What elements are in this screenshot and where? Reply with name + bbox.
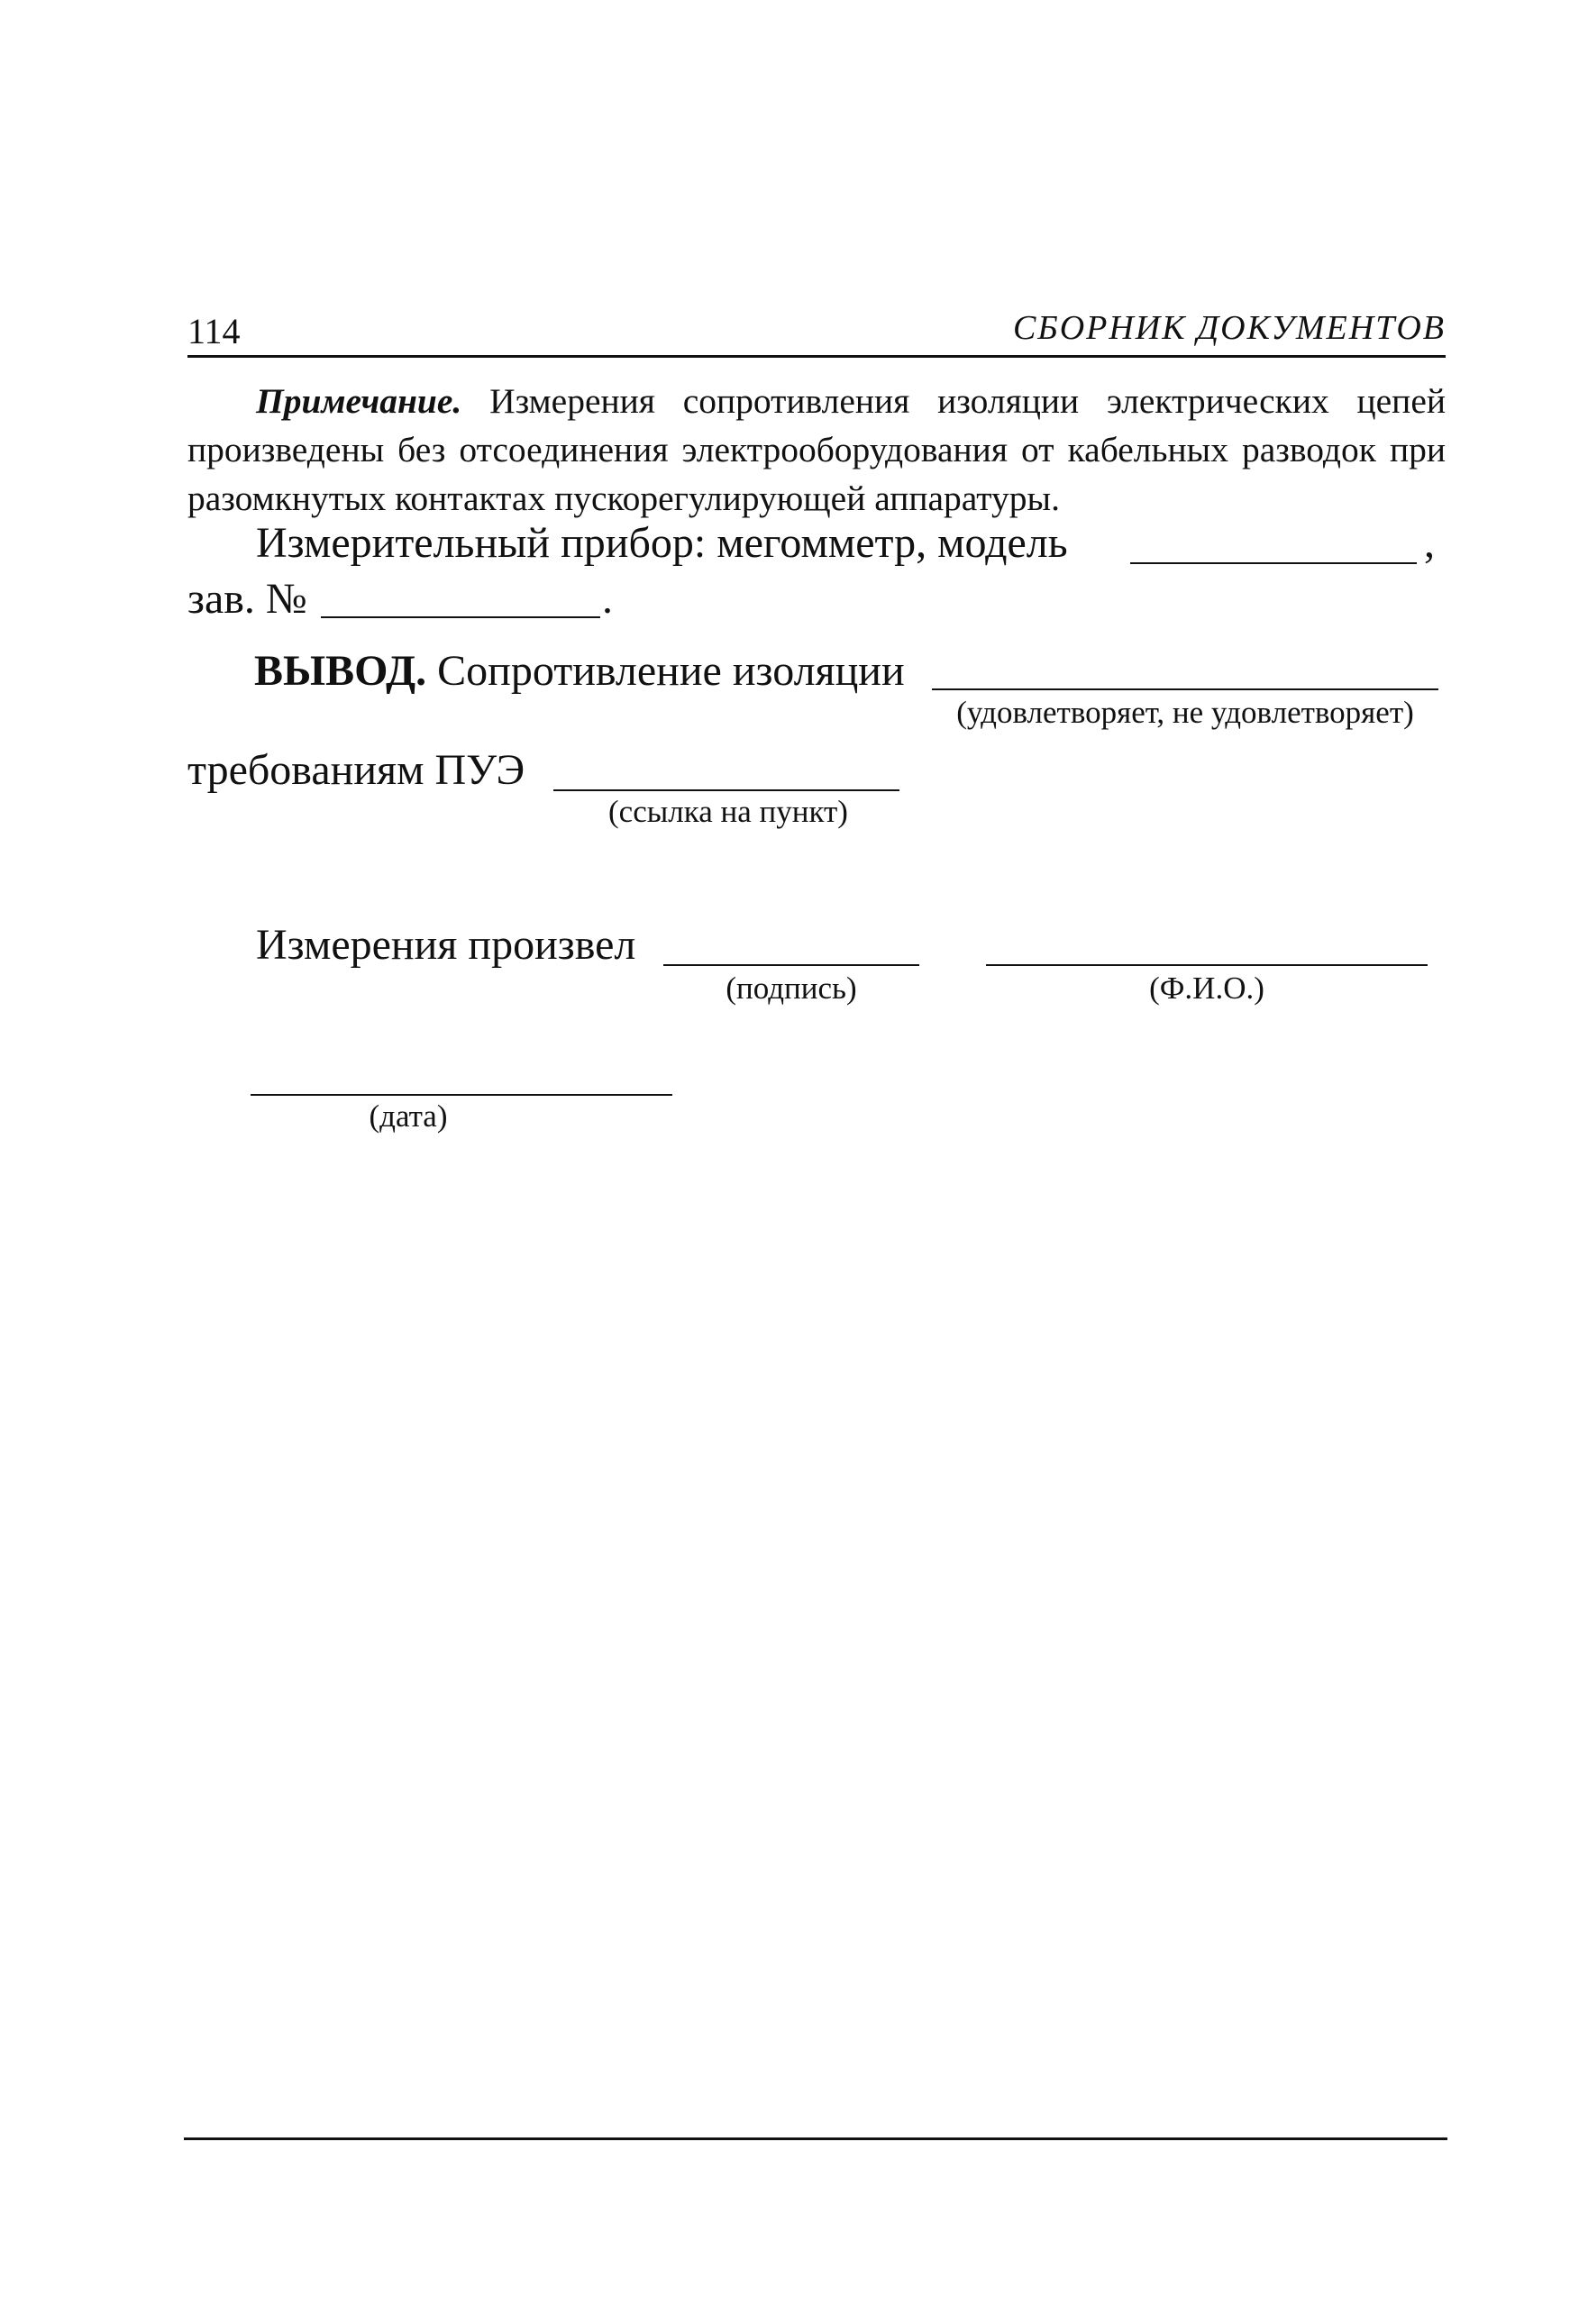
page-number: 114 (187, 311, 241, 351)
requirement-blank[interactable] (553, 789, 899, 791)
signature-blank[interactable] (663, 964, 919, 966)
date-caption: (дата) (369, 1098, 448, 1134)
conclusion-label: ВЫВОД. (254, 647, 427, 695)
conclusion-blank[interactable] (932, 688, 1438, 690)
requirement-text: требованиям ПУЭ (187, 746, 525, 794)
requirement-caption: (ссылка на пункт) (608, 794, 848, 829)
note-paragraph (187, 377, 1446, 523)
conclusion-line (254, 645, 905, 697)
footer-rule (184, 2137, 1447, 2140)
serial-label: зав. № (187, 575, 307, 623)
name-blank[interactable] (986, 964, 1428, 966)
header-rule (187, 355, 1446, 358)
serial-blank[interactable] (321, 616, 600, 618)
instrument-line (256, 517, 1068, 570)
running-title: СБОРНИК ДОКУМЕНТОВ (1012, 309, 1446, 347)
conclusion-caption: (удовлетворяет, не удовлетворяет) (956, 695, 1414, 730)
name-caption: (Ф.И.О.) (1149, 971, 1264, 1006)
signature-caption: (подпись) (726, 971, 857, 1006)
instrument-text: Измерительный прибор: мегомметр, модель (256, 519, 1068, 567)
model-blank[interactable] (1130, 562, 1417, 564)
date-blank[interactable] (251, 1094, 672, 1096)
model-end: , (1424, 519, 1435, 567)
serial-end: . (602, 575, 613, 623)
note-text: Измерения сопротивления изоляции электрических цепей произведены без отсоединения электрооборудования от кабельных разводок при разомкнутых контактах пускорегулирующей аппаратуры. (187, 381, 1446, 518)
conclusion-text: Сопротивление изоляции (426, 647, 905, 695)
signature-text: Измерения произвел (256, 921, 636, 969)
note-label: Примечание. (256, 381, 462, 421)
